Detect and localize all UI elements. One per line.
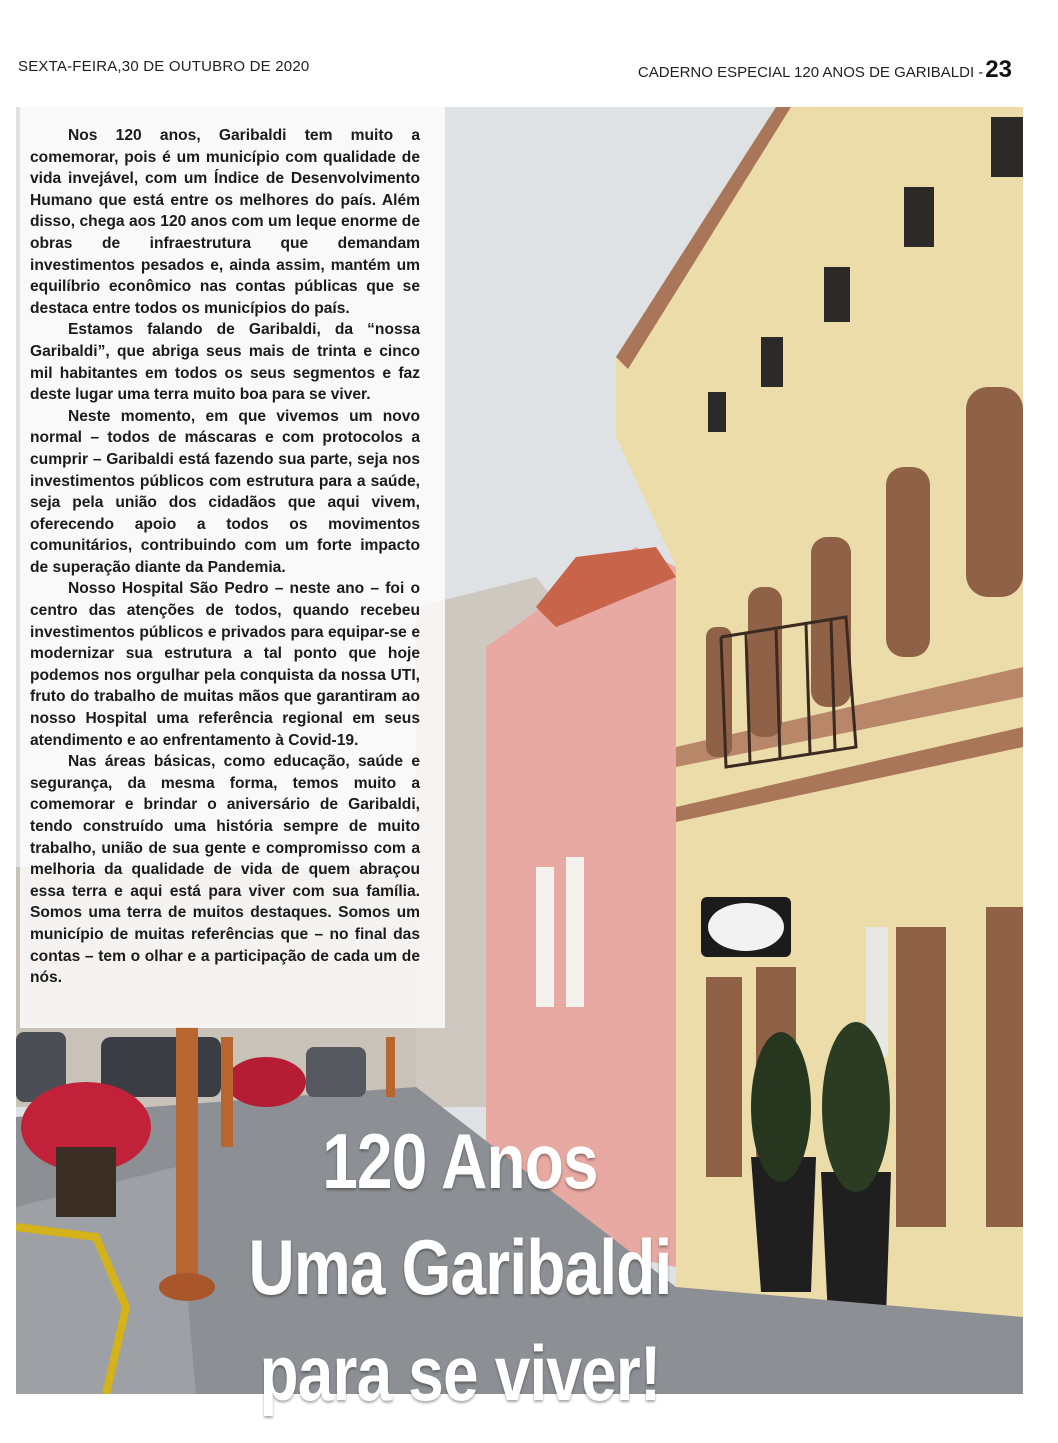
article-paragraph: Nos 120 anos, Garibaldi tem muito a comemorar, pois é um município com qualidade de vida invejável, com um Índice de Desenvolvimento Humano que está entre os melhores do país. Além disso, chega aos 120 anos com um leque enorme de obras de infraestrutura que demandam investimentos pesados e, ainda assim, mantém um equilíbrio econômico nas contas públicas que se destaca entre todos os municípios do país. xyxy=(30,127,420,317)
page-number: 23 xyxy=(985,56,1012,83)
header-section xyxy=(638,56,1012,84)
article-paragraph: Nosso Hospital São Pedro – neste ano – foi o centro das atenções de todos, quando recebeu investimentos públicos e privados para equipar-se e modernizar sua estrutura a tal ponto que hoje podemos nos orgulhar pela conquista da nossa UTI, fruto do trabalho de muitas mãos que garantiram ao nosso Hospital uma referência regional em seus atendimento e ao enfrentamento à Covid-19. xyxy=(30,580,420,749)
header-date: SEXTA-FEIRA,30 DE OUTUBRO DE 2020 xyxy=(18,58,310,75)
article-body xyxy=(30,125,420,989)
headline-line-2: Uma Garibaldi xyxy=(248,1223,672,1311)
section-title: CADERNO ESPECIAL 120 ANOS DE GARIBALDI - xyxy=(637,64,984,81)
article-paragraph: Estamos falando de Garibaldi, da “nossa Garibaldi”, que abriga seus mais de trinta e cinco mil habitantes em todos os seus segmentos e faz deste lugar uma terra muito boa para se viver. xyxy=(30,321,420,404)
headline xyxy=(206,1108,714,1426)
headline-line-1: 120 Anos xyxy=(322,1117,598,1205)
article-paragraph: Neste momento, em que vivemos um novo normal – todos de máscaras e com protocolos a cumprir – Garibaldi está fazendo sua parte, seja nos investimentos públicos com estrutura para a saúde, seja pela união dos cidadãos que aqui vivem, oferecendo apoio a todos os movimentos comunitários, contribuindo com um forte impacto de superação diante da Pandemia. xyxy=(30,407,420,576)
article-paragraph: Nas áreas básicas, como educação, saúde e segurança, da mesma forma, temos muito a comemorar e brindar o aniversário de Garibaldi, tendo construído uma história sempre de muito trabalho, união de sua gente e compromisso com a melhoria da qualidade de vida de quem abraçou essa terra e aqui está para viver com sua família. Somos uma terra de muitos destaques. Somos um município de muitas referências que – no final das contas – tem o olhar e a participação de cada um de nós. xyxy=(30,753,420,987)
headline-line-3: para se viver! xyxy=(259,1329,661,1417)
